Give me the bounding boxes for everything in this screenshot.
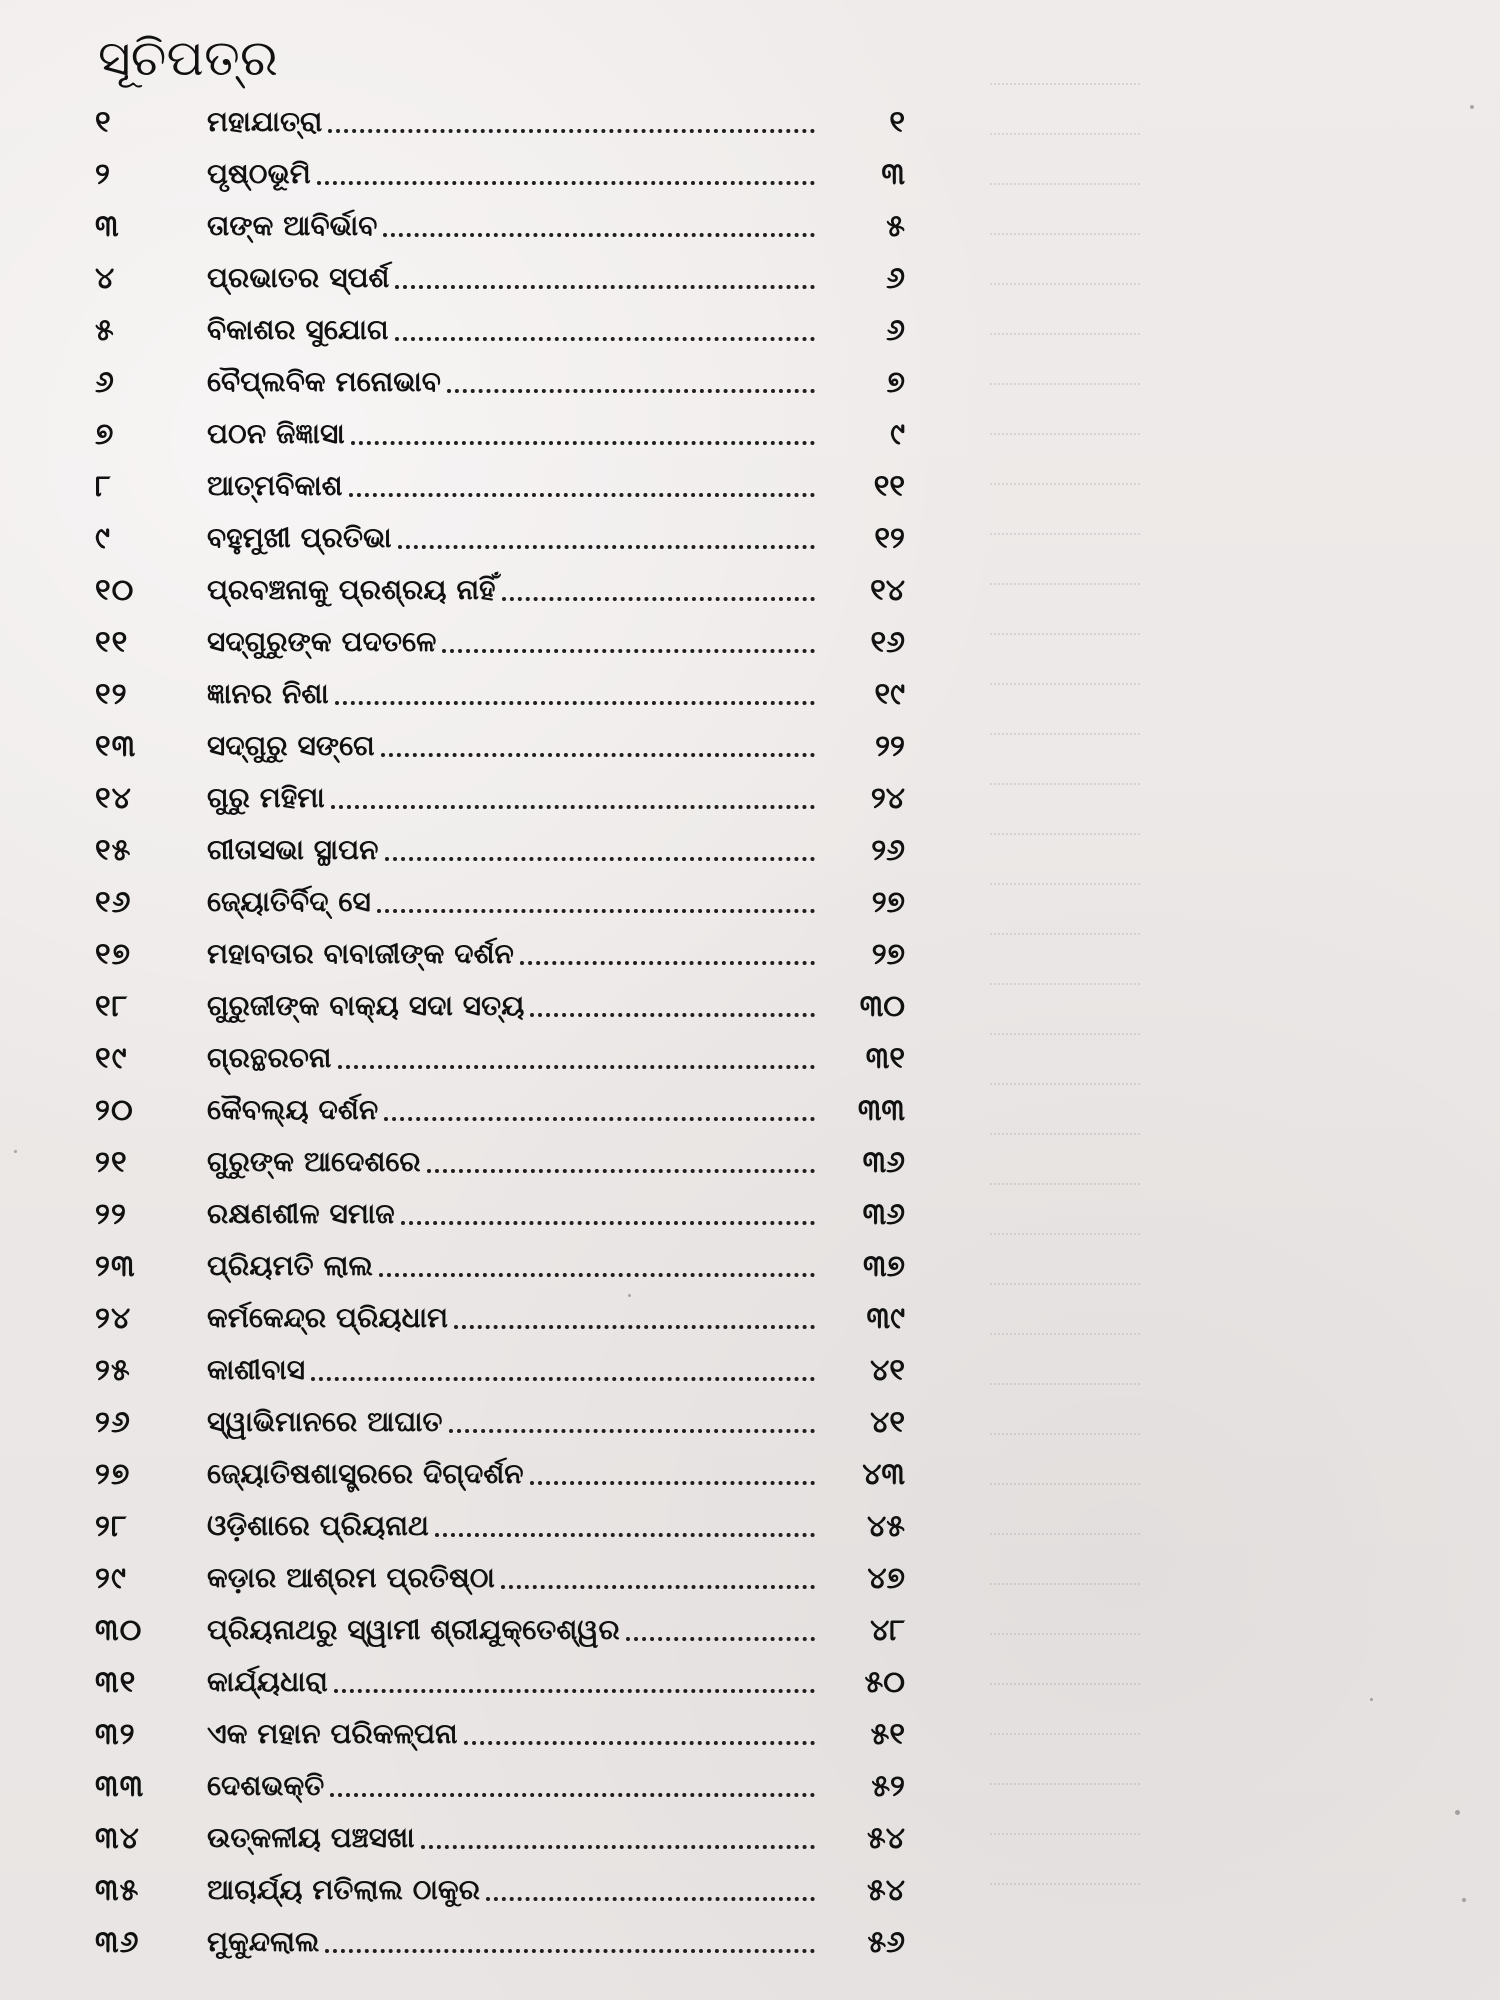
entry-number: ୩୬	[95, 1924, 140, 1960]
bleed-leader	[990, 232, 1140, 235]
entry-title-wrap	[207, 157, 825, 191]
entry-title-wrap	[207, 1665, 825, 1699]
entry-title-wrap	[207, 469, 825, 503]
entry-page-number: ୨୬	[871, 832, 905, 868]
entry-number: ୨୮	[95, 1508, 128, 1544]
bleed-row	[930, 1158, 1500, 1198]
entry-title-wrap	[207, 1561, 825, 1595]
bleed-leader	[990, 732, 1140, 735]
entry-page-number: ୧୬	[870, 624, 905, 660]
entry-number: ୨୦	[95, 1092, 134, 1128]
dotted-leader	[447, 389, 815, 393]
dotted-leader	[377, 909, 815, 913]
bleed-row	[930, 158, 1500, 198]
entry-page-number: ୪୭	[867, 1560, 905, 1596]
toc-entry	[95, 1558, 905, 1598]
bleed-leader	[990, 182, 1140, 185]
dotted-leader	[385, 857, 815, 861]
entry-number: ୩୦	[95, 1612, 143, 1648]
entry-title: ତାଙ୍କ ଆବିର୍ଭାବ	[207, 209, 378, 242]
entry-number: ୨୨	[95, 1196, 127, 1232]
bleed-leader	[990, 1182, 1140, 1185]
toc-entry	[95, 102, 905, 142]
bleed-leader	[990, 1132, 1140, 1135]
toc-entry	[95, 1922, 905, 1962]
bleed-row	[930, 708, 1500, 748]
entry-number: ୨୧	[95, 1144, 128, 1180]
entry-title: କାଶୀବାସ	[207, 1353, 306, 1386]
toc-entry	[95, 986, 905, 1026]
entry-number: ୩୫	[95, 1872, 140, 1908]
entry-title-wrap	[207, 1457, 825, 1491]
bleed-row	[930, 258, 1500, 298]
entry-page-number: ୫୧	[870, 1716, 905, 1752]
entry-page-number: ୩୬	[862, 1144, 905, 1180]
paper-speck	[1370, 1698, 1373, 1701]
entry-page-number: ୫୨	[871, 1768, 905, 1804]
entry-title-wrap	[207, 1925, 825, 1959]
bleed-leader	[990, 1782, 1140, 1785]
entry-title-wrap	[207, 989, 825, 1023]
toc-entry	[95, 1714, 905, 1754]
entry-title-wrap	[207, 937, 825, 971]
entry-number: ୧୭	[95, 936, 131, 972]
bleed-row	[930, 1558, 1500, 1598]
entry-title: କାର୍ଯ୍ୟଧାରା	[207, 1665, 328, 1698]
entry-title-wrap	[207, 1509, 825, 1543]
entry-title: କର୍ମକେନ୍ଦ୍ର ପ୍ରିୟଧାମ	[207, 1301, 449, 1334]
bleed-leader	[990, 282, 1140, 285]
bleed-row	[930, 508, 1500, 548]
toc-entry	[95, 310, 905, 350]
bleed-row	[930, 58, 1500, 98]
bleed-leader	[990, 482, 1140, 485]
paper-speck	[1470, 105, 1474, 109]
entry-page-number: ୩୩	[857, 1092, 905, 1128]
dotted-leader	[530, 1013, 815, 1017]
dotted-leader	[435, 1533, 815, 1537]
toc-entry	[95, 154, 905, 194]
toc-entry	[95, 1142, 905, 1182]
bleed-leader	[990, 632, 1140, 635]
dotted-leader	[331, 805, 815, 809]
dotted-leader	[395, 285, 815, 289]
entry-number: ୨୫	[95, 1352, 131, 1388]
dotted-leader	[398, 545, 815, 549]
entry-title: ଗୁରୁଙ୍କ ଆଦେଶରେ	[207, 1145, 421, 1178]
bleed-row	[930, 858, 1500, 898]
entry-title-wrap	[207, 1353, 825, 1387]
dotted-leader	[334, 1689, 815, 1693]
entry-number: ୧୦	[95, 572, 135, 608]
toc-list	[95, 102, 905, 1972]
entry-title-wrap	[207, 573, 825, 607]
bleed-row	[930, 1758, 1500, 1798]
dotted-leader	[401, 1221, 815, 1225]
entry-number: ୧୪	[95, 780, 132, 816]
entry-title: ଉତ୍କଳୀୟ ପଞ୍ଚସଖା	[207, 1821, 415, 1854]
toc-entry	[95, 206, 905, 246]
bleed-leader	[990, 1632, 1140, 1635]
bleed-leader	[990, 532, 1140, 535]
entry-number: ୩୧	[95, 1664, 137, 1700]
entry-page-number: ୧୧	[873, 468, 905, 504]
entry-title-wrap	[207, 1041, 825, 1075]
toc-entry	[95, 1610, 905, 1650]
entry-number: ୮	[95, 468, 112, 504]
toc-entry	[95, 1350, 905, 1390]
bleed-leader	[990, 1332, 1140, 1335]
entry-title: ଓଡ଼ିଶାରେ ପ୍ରିୟନାଥ	[207, 1509, 429, 1542]
bleed-leader	[990, 882, 1140, 885]
entry-title: ବହୁମୁଖୀ ପ୍ରତିଭା	[207, 521, 392, 554]
bleed-leader	[990, 1882, 1140, 1885]
reverse-side-bleed-through	[930, 0, 1500, 2000]
dotted-leader	[335, 701, 815, 705]
dotted-leader	[311, 1377, 815, 1381]
entry-title-wrap	[207, 1093, 825, 1127]
dotted-leader	[626, 1637, 815, 1641]
bleed-row	[930, 558, 1500, 598]
entry-number: ୬	[95, 364, 115, 400]
entry-title-wrap	[207, 833, 825, 867]
entry-number: ୩୩	[95, 1768, 145, 1804]
bleed-row	[930, 1458, 1500, 1498]
toc-entry	[95, 1454, 905, 1494]
toc-entry	[95, 1402, 905, 1442]
entry-number: ୩୪	[95, 1820, 140, 1856]
bleed-row	[930, 1208, 1500, 1248]
bleed-leader	[990, 1032, 1140, 1035]
entry-title: ବିକାଶର ସୁଯୋଗ	[207, 313, 389, 346]
entry-title: ମହାଯାତ୍ରା	[207, 105, 323, 138]
entry-page-number: ୫୬	[867, 1924, 905, 1960]
bleed-row	[930, 208, 1500, 248]
bleed-leader	[990, 1082, 1140, 1085]
entry-page-number: ୧	[889, 104, 905, 140]
entry-number: ୨୩	[95, 1248, 136, 1284]
bleed-row	[930, 758, 1500, 798]
entry-title-wrap	[207, 781, 825, 815]
toc-entry	[95, 726, 905, 766]
bleed-row	[930, 608, 1500, 648]
dotted-leader	[421, 1845, 815, 1849]
entry-title-wrap	[207, 417, 825, 451]
entry-page-number: ୭	[886, 364, 905, 400]
toc-entry	[95, 1246, 905, 1286]
entry-page-number: ୫୦	[864, 1664, 905, 1700]
entry-title: ସ୍ୱାଭିମାନରେ ଆଘାତ	[207, 1405, 443, 1438]
toc-entry	[95, 622, 905, 662]
entry-number: ୧	[95, 104, 112, 140]
dotted-leader	[349, 493, 815, 497]
bleed-row	[930, 1708, 1500, 1748]
dotted-leader	[464, 1741, 815, 1745]
entry-page-number: ୩୬	[862, 1196, 905, 1232]
bleed-leader	[990, 1382, 1140, 1385]
bleed-row	[930, 1808, 1500, 1848]
toc-entry	[95, 518, 905, 558]
bleed-row	[930, 1858, 1500, 1898]
entry-title: ଜ୍ଞାନର ନିଶା	[207, 677, 329, 710]
bleed-leader	[990, 132, 1140, 135]
toc-entry	[95, 1766, 905, 1806]
bleed-leader	[990, 1532, 1140, 1535]
bleed-leader	[990, 1432, 1140, 1435]
entry-page-number: ୩୧	[865, 1040, 905, 1076]
entry-title: ପ୍ରିୟନାଥରୁ ସ୍ୱାମୀ ଶ୍ରୀଯୁକ୍ତେଶ୍ୱର	[207, 1613, 620, 1646]
entry-page-number: ୩୦	[859, 988, 905, 1024]
bleed-row	[930, 408, 1500, 448]
entry-page-number: ୧୨	[874, 520, 905, 556]
toc-entry	[95, 674, 905, 714]
entry-title: ପଠନ ଜିଜ୍ଞାସା	[207, 417, 345, 450]
entry-title-wrap	[207, 365, 825, 399]
entry-number: ୨୭	[95, 1456, 131, 1492]
entry-title-wrap	[207, 729, 825, 763]
bleed-leader	[990, 782, 1140, 785]
bleed-leader	[990, 1582, 1140, 1585]
toc-entry	[95, 1818, 905, 1858]
entry-page-number: ୯	[890, 416, 905, 452]
entry-title-wrap	[207, 1145, 825, 1179]
dotted-leader	[442, 649, 815, 653]
toc-entry	[95, 414, 905, 454]
entry-title: ଏକ ମହାନ ପରିକଳ୍ପନା	[207, 1717, 458, 1750]
entry-number: ୧୨	[95, 676, 128, 712]
bleed-leader	[990, 1832, 1140, 1835]
dotted-leader	[328, 129, 815, 133]
entry-page-number: ୨୨	[875, 728, 905, 764]
entry-number: ୨୬	[95, 1404, 131, 1440]
entry-title-wrap	[207, 261, 825, 295]
entry-page-number: ୪୫	[867, 1508, 905, 1544]
toc-entry	[95, 934, 905, 974]
bleed-leader	[990, 832, 1140, 835]
paper-speck	[1455, 1810, 1460, 1815]
entry-title-wrap	[207, 677, 825, 711]
bleed-leader	[990, 332, 1140, 335]
entry-number: ୨୪	[95, 1300, 132, 1336]
bleed-row	[930, 958, 1500, 998]
page-title: ସୂଚିପତ୍ର	[98, 29, 279, 87]
entry-number: ୧୩	[95, 728, 137, 764]
bleed-leader	[990, 1282, 1140, 1285]
dotted-leader	[379, 1273, 815, 1277]
bleed-row	[930, 658, 1500, 698]
entry-page-number: ୫୪	[867, 1872, 905, 1908]
toc-entry	[95, 466, 905, 506]
entry-page-number: ୨୭	[871, 936, 905, 972]
toc-entry	[95, 1662, 905, 1702]
entry-page-number: ୪୮	[870, 1612, 905, 1648]
bleed-row	[930, 358, 1500, 398]
entry-number: ୭	[95, 416, 115, 452]
entry-title: ଗୀତାସଭା ସ୍ଥାପନ	[207, 833, 379, 866]
entry-number: ୧୫	[95, 832, 132, 868]
bleed-row	[930, 1058, 1500, 1098]
entry-page-number: ୪୧	[870, 1404, 905, 1440]
bleed-leader	[990, 82, 1140, 85]
paper-speck	[628, 1294, 631, 1297]
toc-entry	[95, 778, 905, 818]
bleed-row	[930, 1508, 1500, 1548]
entry-number: ୫	[95, 312, 115, 348]
paper-speck	[14, 1150, 17, 1153]
bleed-leader	[990, 432, 1140, 435]
toc-entry	[95, 570, 905, 610]
entry-number: ୧୬	[95, 884, 132, 920]
entry-title-wrap	[207, 1769, 825, 1803]
entry-title-wrap	[207, 313, 825, 347]
entry-title: ବୈପ୍ଲବିକ ମନୋଭାବ	[207, 365, 441, 398]
dotted-leader	[449, 1429, 815, 1433]
toc-entry	[95, 1194, 905, 1234]
dotted-leader	[454, 1325, 815, 1329]
dotted-leader	[501, 1585, 815, 1589]
entry-page-number: ୫୪	[867, 1820, 905, 1856]
bleed-leader	[990, 1682, 1140, 1685]
entry-title: କୈବଲ୍ୟ ଦର୍ଶନ	[207, 1093, 379, 1126]
dotted-leader	[338, 1065, 815, 1069]
toc-entry	[95, 362, 905, 402]
toc-entry	[95, 882, 905, 922]
dotted-leader	[520, 961, 815, 965]
bleed-leader	[990, 1732, 1140, 1735]
bleed-row	[930, 1258, 1500, 1298]
entry-number: ୩	[95, 208, 120, 244]
entry-title-wrap	[207, 1717, 825, 1751]
entry-title: ଜ୍ୟୋତିର୍ବିଦ୍ ସେ	[207, 885, 371, 918]
bleed-leader	[990, 382, 1140, 385]
dotted-leader	[427, 1169, 815, 1173]
dotted-leader	[530, 1481, 815, 1485]
bleed-leader	[990, 1482, 1140, 1485]
dotted-leader	[317, 181, 815, 185]
toc-entry	[95, 1038, 905, 1078]
toc-entry	[95, 1090, 905, 1130]
entry-title: ପ୍ରିୟମତି ଲାଲ	[207, 1249, 373, 1282]
entry-title-wrap	[207, 625, 825, 659]
entry-title: ଗ୍ରନ୍ଥରଚନା	[207, 1041, 332, 1074]
toc-entry	[95, 258, 905, 298]
entry-page-number: ୬	[886, 260, 905, 296]
entry-number: ୨	[95, 156, 111, 192]
entry-page-number: ୪୩	[862, 1456, 905, 1492]
entry-title-wrap	[207, 1873, 825, 1907]
bleed-row	[930, 1608, 1500, 1648]
bleed-row	[930, 308, 1500, 348]
bleed-row	[930, 1408, 1500, 1448]
entry-page-number: ୫	[886, 208, 905, 244]
bleed-row	[930, 458, 1500, 498]
entry-number: ୨୯	[95, 1560, 127, 1596]
toc-entry	[95, 830, 905, 870]
entry-title: ମହାବତାର ବାବାଜୀଙ୍କ ଦର୍ଶନ	[207, 937, 514, 970]
dotted-leader	[383, 233, 815, 237]
bleed-row	[930, 1008, 1500, 1048]
entry-title: ଗୁରୁ ମହିମା	[207, 781, 325, 814]
bleed-row	[930, 1358, 1500, 1398]
entry-title-wrap	[207, 209, 825, 243]
entry-title-wrap	[207, 1613, 825, 1647]
entry-number: ୧୯	[95, 1040, 128, 1076]
entry-page-number: ୨୭	[871, 884, 905, 920]
entry-title: ଗୁରୁଜୀଙ୍କ ବାକ୍ୟ ସଦା ସତ୍ୟ	[207, 989, 525, 1022]
entry-title: ରକ୍ଷଣଶୀଳ ସମାଜ	[207, 1197, 395, 1230]
bleed-leader	[990, 1232, 1140, 1235]
entry-number: ୩୨	[95, 1716, 136, 1752]
bleed-row	[930, 1308, 1500, 1348]
entry-title: ପ୍ରବଞ୍ଚନାକୁ ପ୍ରଶ୍ରୟ ନାହିଁ	[207, 573, 496, 606]
entry-number: ୯	[95, 520, 111, 556]
bleed-row	[930, 808, 1500, 848]
entry-title-wrap	[207, 1197, 825, 1231]
entry-title: ସଦ୍‌ଗୁରୁଙ୍କ ପଦତଳେ	[207, 625, 437, 658]
dotted-leader	[502, 597, 815, 601]
entry-page-number: ୧୪	[870, 572, 905, 608]
entry-title-wrap	[207, 1301, 825, 1335]
dotted-leader	[381, 753, 815, 757]
dotted-leader	[325, 1949, 815, 1953]
entry-page-number: ୩୯	[866, 1300, 905, 1336]
bleed-leader	[990, 682, 1140, 685]
entry-title: କଡ଼ାର ଆଶ୍ରମ ପ୍ରତିଷ୍ଠା	[207, 1561, 495, 1594]
entry-title: ପୃଷ୍ଠଭୂମି	[207, 157, 311, 190]
entry-page-number: ୩୭	[863, 1248, 905, 1284]
entry-title: ଦେଶଭକ୍ତି	[207, 1769, 325, 1802]
entry-page-number: ୬	[886, 312, 905, 348]
entry-number: ୧୮	[95, 988, 129, 1024]
entry-title: ମୁକୁନ୍ଦଲାଲ	[207, 1925, 320, 1958]
bleed-row	[930, 1108, 1500, 1148]
entry-title: ସଦ୍‌ଗୁରୁ ସଙ୍ଗେ	[207, 729, 375, 762]
toc-entry	[95, 1870, 905, 1910]
entry-page-number: ୪୧	[870, 1352, 905, 1388]
toc-entry	[95, 1298, 905, 1338]
entry-page-number: ୨୪	[870, 780, 905, 816]
dotted-leader	[351, 441, 815, 445]
dotted-leader	[384, 1117, 815, 1121]
entry-title-wrap	[207, 1249, 825, 1283]
entry-page-number: ୩	[881, 156, 905, 192]
bleed-row	[930, 908, 1500, 948]
entry-page-number: ୧୯	[874, 676, 905, 712]
bleed-leader	[990, 982, 1140, 985]
dotted-leader	[486, 1897, 815, 1901]
entry-title-wrap	[207, 1821, 825, 1855]
entry-number: ୪	[95, 260, 116, 296]
paper-speck	[1462, 1898, 1466, 1902]
entry-title: ଆଚାର୍ଯ୍ୟ ମତିଲାଲ ଠାକୁର	[207, 1873, 481, 1906]
entry-title-wrap	[207, 521, 825, 555]
entry-title-wrap	[207, 105, 825, 139]
bleed-leader	[990, 932, 1140, 935]
entry-title: ଆତ୍ମବିକାଶ	[207, 469, 343, 502]
toc-entry	[95, 1506, 905, 1546]
bleed-leader	[990, 582, 1140, 585]
entry-title: ପ୍ରଭାତର ସ୍ପର୍ଶ	[207, 261, 390, 294]
entry-title: ଜ୍ୟୋତିଷଶାସ୍ତ୍ରରେ ଦିଗ୍‌ଦର୍ଶନ	[207, 1457, 524, 1490]
entry-number: ୧୧	[95, 624, 129, 660]
dotted-leader	[330, 1793, 815, 1797]
dotted-leader	[395, 337, 815, 341]
bleed-row	[930, 108, 1500, 148]
entry-title-wrap	[207, 885, 825, 919]
entry-title-wrap	[207, 1405, 825, 1439]
bleed-row	[930, 1658, 1500, 1698]
